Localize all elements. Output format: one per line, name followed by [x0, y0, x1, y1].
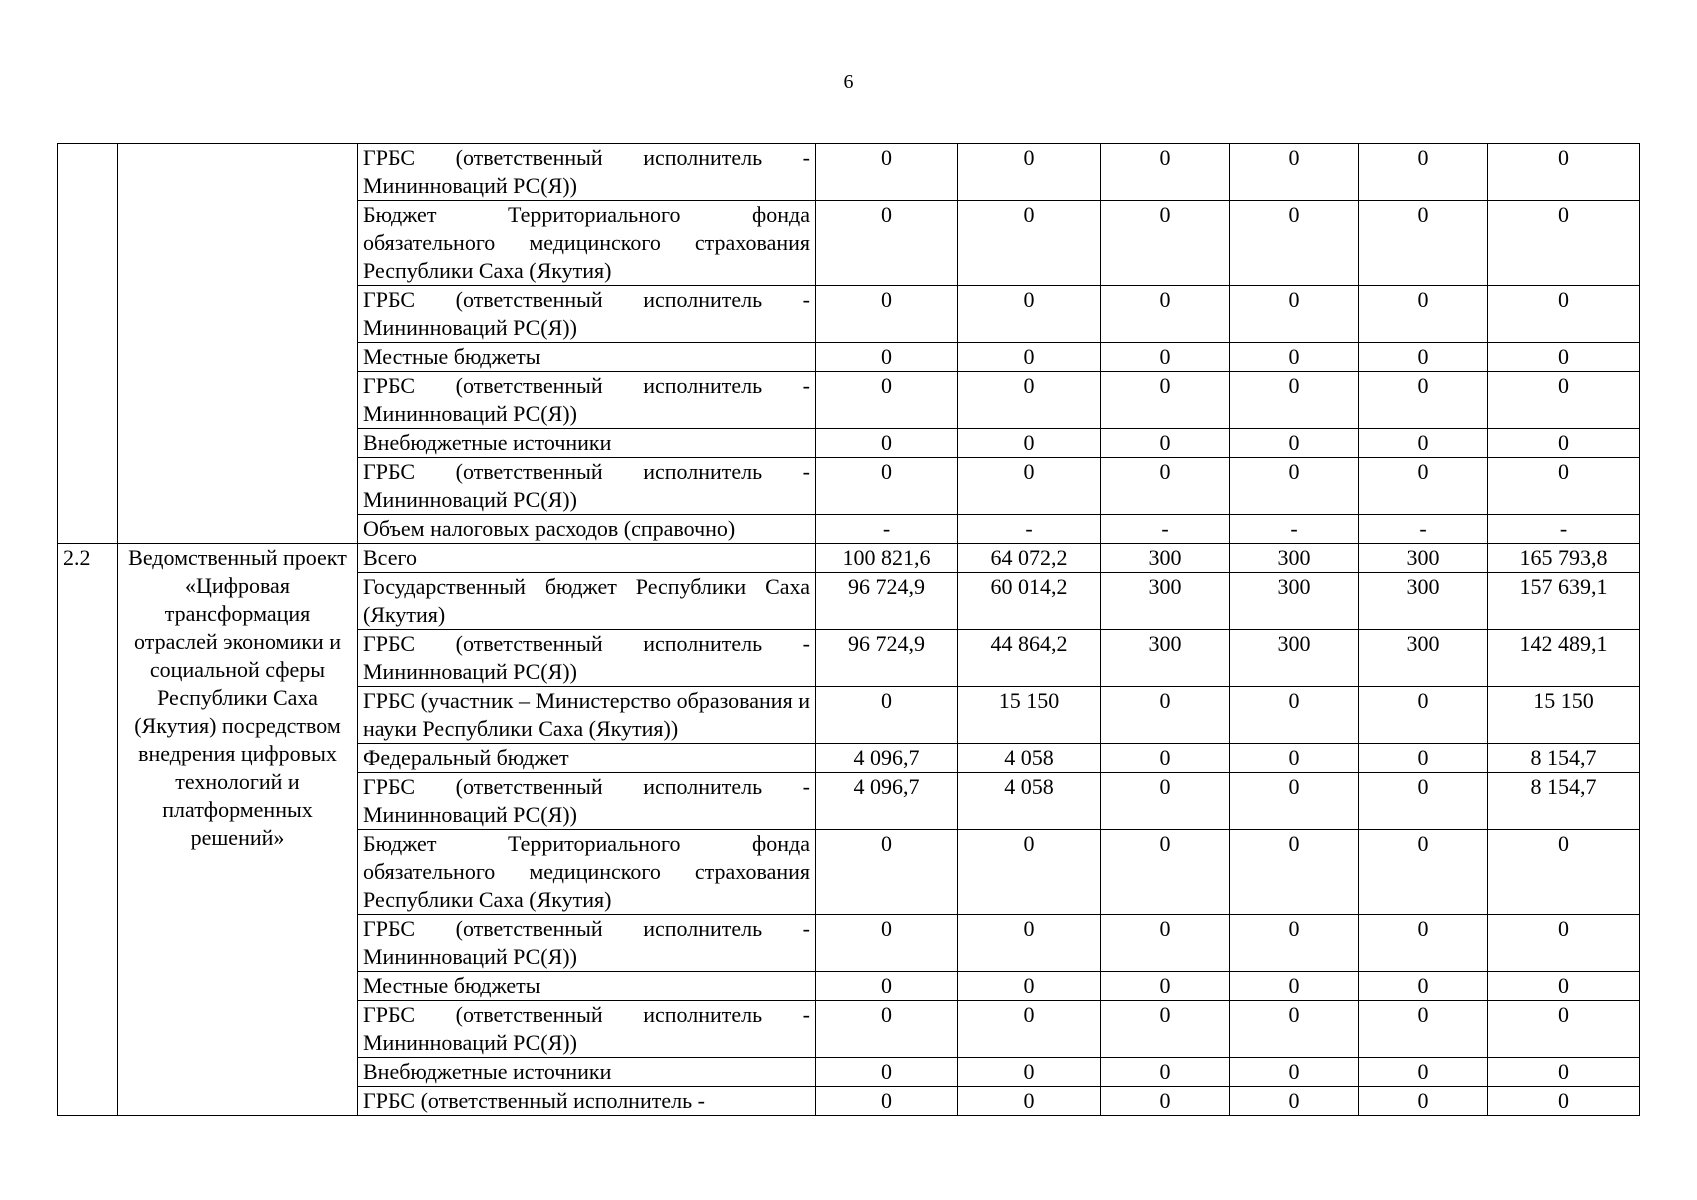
value-cell: 0 — [1101, 429, 1230, 458]
value-cell: 0 — [1101, 458, 1230, 515]
value-cell: 0 — [1101, 1087, 1230, 1116]
value-cell: 0 — [1101, 1058, 1230, 1087]
value-cell: 0 — [1359, 201, 1488, 286]
value-cell: 15 150 — [958, 687, 1101, 744]
value-cell: 64 072,2 — [958, 544, 1101, 573]
value-cell: 0 — [1230, 687, 1359, 744]
value-cell: 8 154,7 — [1488, 744, 1640, 773]
value-cell: 0 — [958, 1087, 1101, 1116]
project-index: 2.2 — [58, 544, 118, 1116]
row-label: Внебюджетные источники — [358, 1058, 816, 1087]
row-label: Бюджет Территориального фонда обязательного медицинского страхования Республики Саха (Якутия) — [358, 830, 816, 915]
value-cell: 0 — [1101, 286, 1230, 343]
value-cell: 300 — [1230, 630, 1359, 687]
value-cell: 0 — [1101, 972, 1230, 1001]
value-cell: 0 — [958, 144, 1101, 201]
value-cell: 0 — [1488, 343, 1640, 372]
value-cell: 0 — [816, 286, 958, 343]
value-cell: 0 — [1359, 144, 1488, 201]
value-cell: 0 — [1359, 372, 1488, 429]
row-label: Бюджет Территориального фонда обязательного медицинского страхования Республики Саха (Якутия) — [358, 201, 816, 286]
value-cell: 0 — [816, 343, 958, 372]
value-cell: 0 — [958, 343, 1101, 372]
page-number: 6 — [843, 71, 854, 93]
value-cell: 0 — [1230, 343, 1359, 372]
value-cell: 4 058 — [958, 773, 1101, 830]
value-cell: 15 150 — [1488, 687, 1640, 744]
value-cell: - — [1230, 515, 1359, 544]
row-label: ГРБС (ответственный исполнитель - Мининноваций РС(Я)) — [358, 773, 816, 830]
table-row — [58, 144, 1640, 201]
row-label: Федеральный бюджет — [358, 744, 816, 773]
value-cell: 300 — [1230, 573, 1359, 630]
value-cell: 0 — [958, 458, 1101, 515]
value-cell: 0 — [1101, 687, 1230, 744]
value-cell: 0 — [1230, 429, 1359, 458]
value-cell: 4 096,7 — [816, 744, 958, 773]
value-cell: 300 — [1359, 630, 1488, 687]
value-cell: 100 821,6 — [816, 544, 958, 573]
value-cell: - — [1359, 515, 1488, 544]
value-cell: 0 — [1230, 1087, 1359, 1116]
project-cell-empty — [118, 144, 358, 544]
value-cell: 0 — [1101, 343, 1230, 372]
value-cell: 0 — [1488, 372, 1640, 429]
value-cell: 0 — [816, 972, 958, 1001]
value-cell: 0 — [816, 458, 958, 515]
value-cell: 0 — [1359, 687, 1488, 744]
value-cell: 0 — [1359, 915, 1488, 972]
value-cell: 300 — [1101, 630, 1230, 687]
value-cell: 0 — [1488, 201, 1640, 286]
row-label: ГРБС (ответственный исполнитель - Мининноваций РС(Я)) — [358, 372, 816, 429]
value-cell: 300 — [1101, 573, 1230, 630]
value-cell: 0 — [1359, 972, 1488, 1001]
project-name: Ведомственный проект «Цифровая трансформация отраслей экономики и социальной сферы Республики Саха (Якутия) посредством внедрения цифровых технологий и платформенных решений» — [118, 544, 358, 1116]
value-cell: 0 — [1230, 372, 1359, 429]
value-cell: 0 — [1488, 458, 1640, 515]
value-cell: 0 — [1101, 773, 1230, 830]
value-cell: 0 — [1359, 1058, 1488, 1087]
value-cell: 300 — [1359, 573, 1488, 630]
value-cell: 0 — [1230, 773, 1359, 830]
value-cell: 0 — [1488, 915, 1640, 972]
value-cell: 8 154,7 — [1488, 773, 1640, 830]
value-cell: 0 — [816, 1001, 958, 1058]
value-cell: 0 — [1359, 1001, 1488, 1058]
value-cell: 0 — [816, 830, 958, 915]
value-cell: - — [1488, 515, 1640, 544]
value-cell: 0 — [1230, 1058, 1359, 1087]
row-label: ГРБС (ответственный исполнитель - Мининноваций РС(Я)) — [358, 458, 816, 515]
value-cell: 0 — [958, 1001, 1101, 1058]
row-label: ГРБС (ответственный исполнитель - Мининноваций РС(Я)) — [358, 1001, 816, 1058]
value-cell: 0 — [1101, 744, 1230, 773]
value-cell: 0 — [958, 201, 1101, 286]
value-cell: 0 — [1230, 830, 1359, 915]
row-label: Государственный бюджет Республики Саха (Якутия) — [358, 573, 816, 630]
value-cell: 0 — [1101, 201, 1230, 286]
value-cell: 0 — [816, 201, 958, 286]
value-cell: 4 096,7 — [816, 773, 958, 830]
value-cell: 0 — [958, 1058, 1101, 1087]
value-cell: 142 489,1 — [1488, 630, 1640, 687]
value-cell: 0 — [1230, 972, 1359, 1001]
value-cell: 0 — [1230, 458, 1359, 515]
value-cell: 0 — [958, 429, 1101, 458]
value-cell: 0 — [1359, 429, 1488, 458]
value-cell: 0 — [816, 1087, 958, 1116]
value-cell: 0 — [1359, 286, 1488, 343]
value-cell: 0 — [1230, 144, 1359, 201]
value-cell: 44 864,2 — [958, 630, 1101, 687]
value-cell: 0 — [816, 144, 958, 201]
row-label: Всего — [358, 544, 816, 573]
row-label: Внебюджетные источники — [358, 429, 816, 458]
value-cell: 0 — [1488, 1001, 1640, 1058]
index-cell-empty — [58, 144, 118, 544]
row-label: ГРБС (ответственный исполнитель - Мининноваций РС(Я)) — [358, 630, 816, 687]
value-cell: 0 — [1101, 1001, 1230, 1058]
value-cell: 0 — [1230, 201, 1359, 286]
value-cell: 0 — [1101, 372, 1230, 429]
value-cell: 0 — [1359, 830, 1488, 915]
value-cell: 4 058 — [958, 744, 1101, 773]
value-cell: 0 — [1488, 1058, 1640, 1087]
value-cell: 0 — [958, 286, 1101, 343]
budget-table-body — [58, 144, 1640, 1116]
value-cell: 0 — [1101, 830, 1230, 915]
row-label: ГРБС (участник – Министерство образования и науки Республики Саха (Якутия)) — [358, 687, 816, 744]
value-cell: 0 — [816, 915, 958, 972]
value-cell: 0 — [1488, 429, 1640, 458]
budget-table — [57, 143, 1640, 1116]
value-cell: 96 724,9 — [816, 573, 958, 630]
value-cell: 165 793,8 — [1488, 544, 1640, 573]
value-cell: 0 — [958, 372, 1101, 429]
value-cell: 0 — [1359, 744, 1488, 773]
value-cell: 0 — [1101, 144, 1230, 201]
row-label: ГРБС (ответственный исполнитель - Мининноваций РС(Я)) — [358, 144, 816, 201]
value-cell: 0 — [816, 1058, 958, 1087]
value-cell: 0 — [1230, 286, 1359, 343]
value-cell: 0 — [958, 830, 1101, 915]
value-cell: - — [958, 515, 1101, 544]
row-label: ГРБС (ответственный исполнитель - Мининноваций РС(Я)) — [358, 286, 816, 343]
value-cell: 157 639,1 — [1488, 573, 1640, 630]
value-cell: 0 — [1359, 458, 1488, 515]
value-cell: 300 — [1101, 544, 1230, 573]
row-label: ГРБС (ответственный исполнитель - — [358, 1087, 816, 1116]
row-label: Объем налоговых расходов (справочно) — [358, 515, 816, 544]
value-cell: 0 — [1359, 1087, 1488, 1116]
row-label: Местные бюджеты — [358, 343, 816, 372]
value-cell: 0 — [1488, 286, 1640, 343]
value-cell: 0 — [1488, 1087, 1640, 1116]
value-cell: 0 — [1488, 144, 1640, 201]
value-cell: 0 — [1230, 915, 1359, 972]
value-cell: 0 — [1359, 773, 1488, 830]
row-label: Местные бюджеты — [358, 972, 816, 1001]
value-cell: 0 — [1488, 972, 1640, 1001]
value-cell: 96 724,9 — [816, 630, 958, 687]
value-cell: 0 — [1101, 915, 1230, 972]
value-cell: 300 — [1359, 544, 1488, 573]
value-cell: 0 — [958, 972, 1101, 1001]
value-cell: 0 — [816, 372, 958, 429]
row-label: ГРБС (ответственный исполнитель - Мининноваций РС(Я)) — [358, 915, 816, 972]
value-cell: 0 — [816, 687, 958, 744]
value-cell: 60 014,2 — [958, 573, 1101, 630]
table-row — [58, 544, 1640, 573]
value-cell: 0 — [816, 429, 958, 458]
value-cell: 300 — [1230, 544, 1359, 573]
value-cell: - — [1101, 515, 1230, 544]
value-cell: 0 — [958, 915, 1101, 972]
value-cell: 0 — [1359, 343, 1488, 372]
value-cell: 0 — [1230, 744, 1359, 773]
value-cell: - — [816, 515, 958, 544]
value-cell: 0 — [1230, 1001, 1359, 1058]
value-cell: 0 — [1488, 830, 1640, 915]
